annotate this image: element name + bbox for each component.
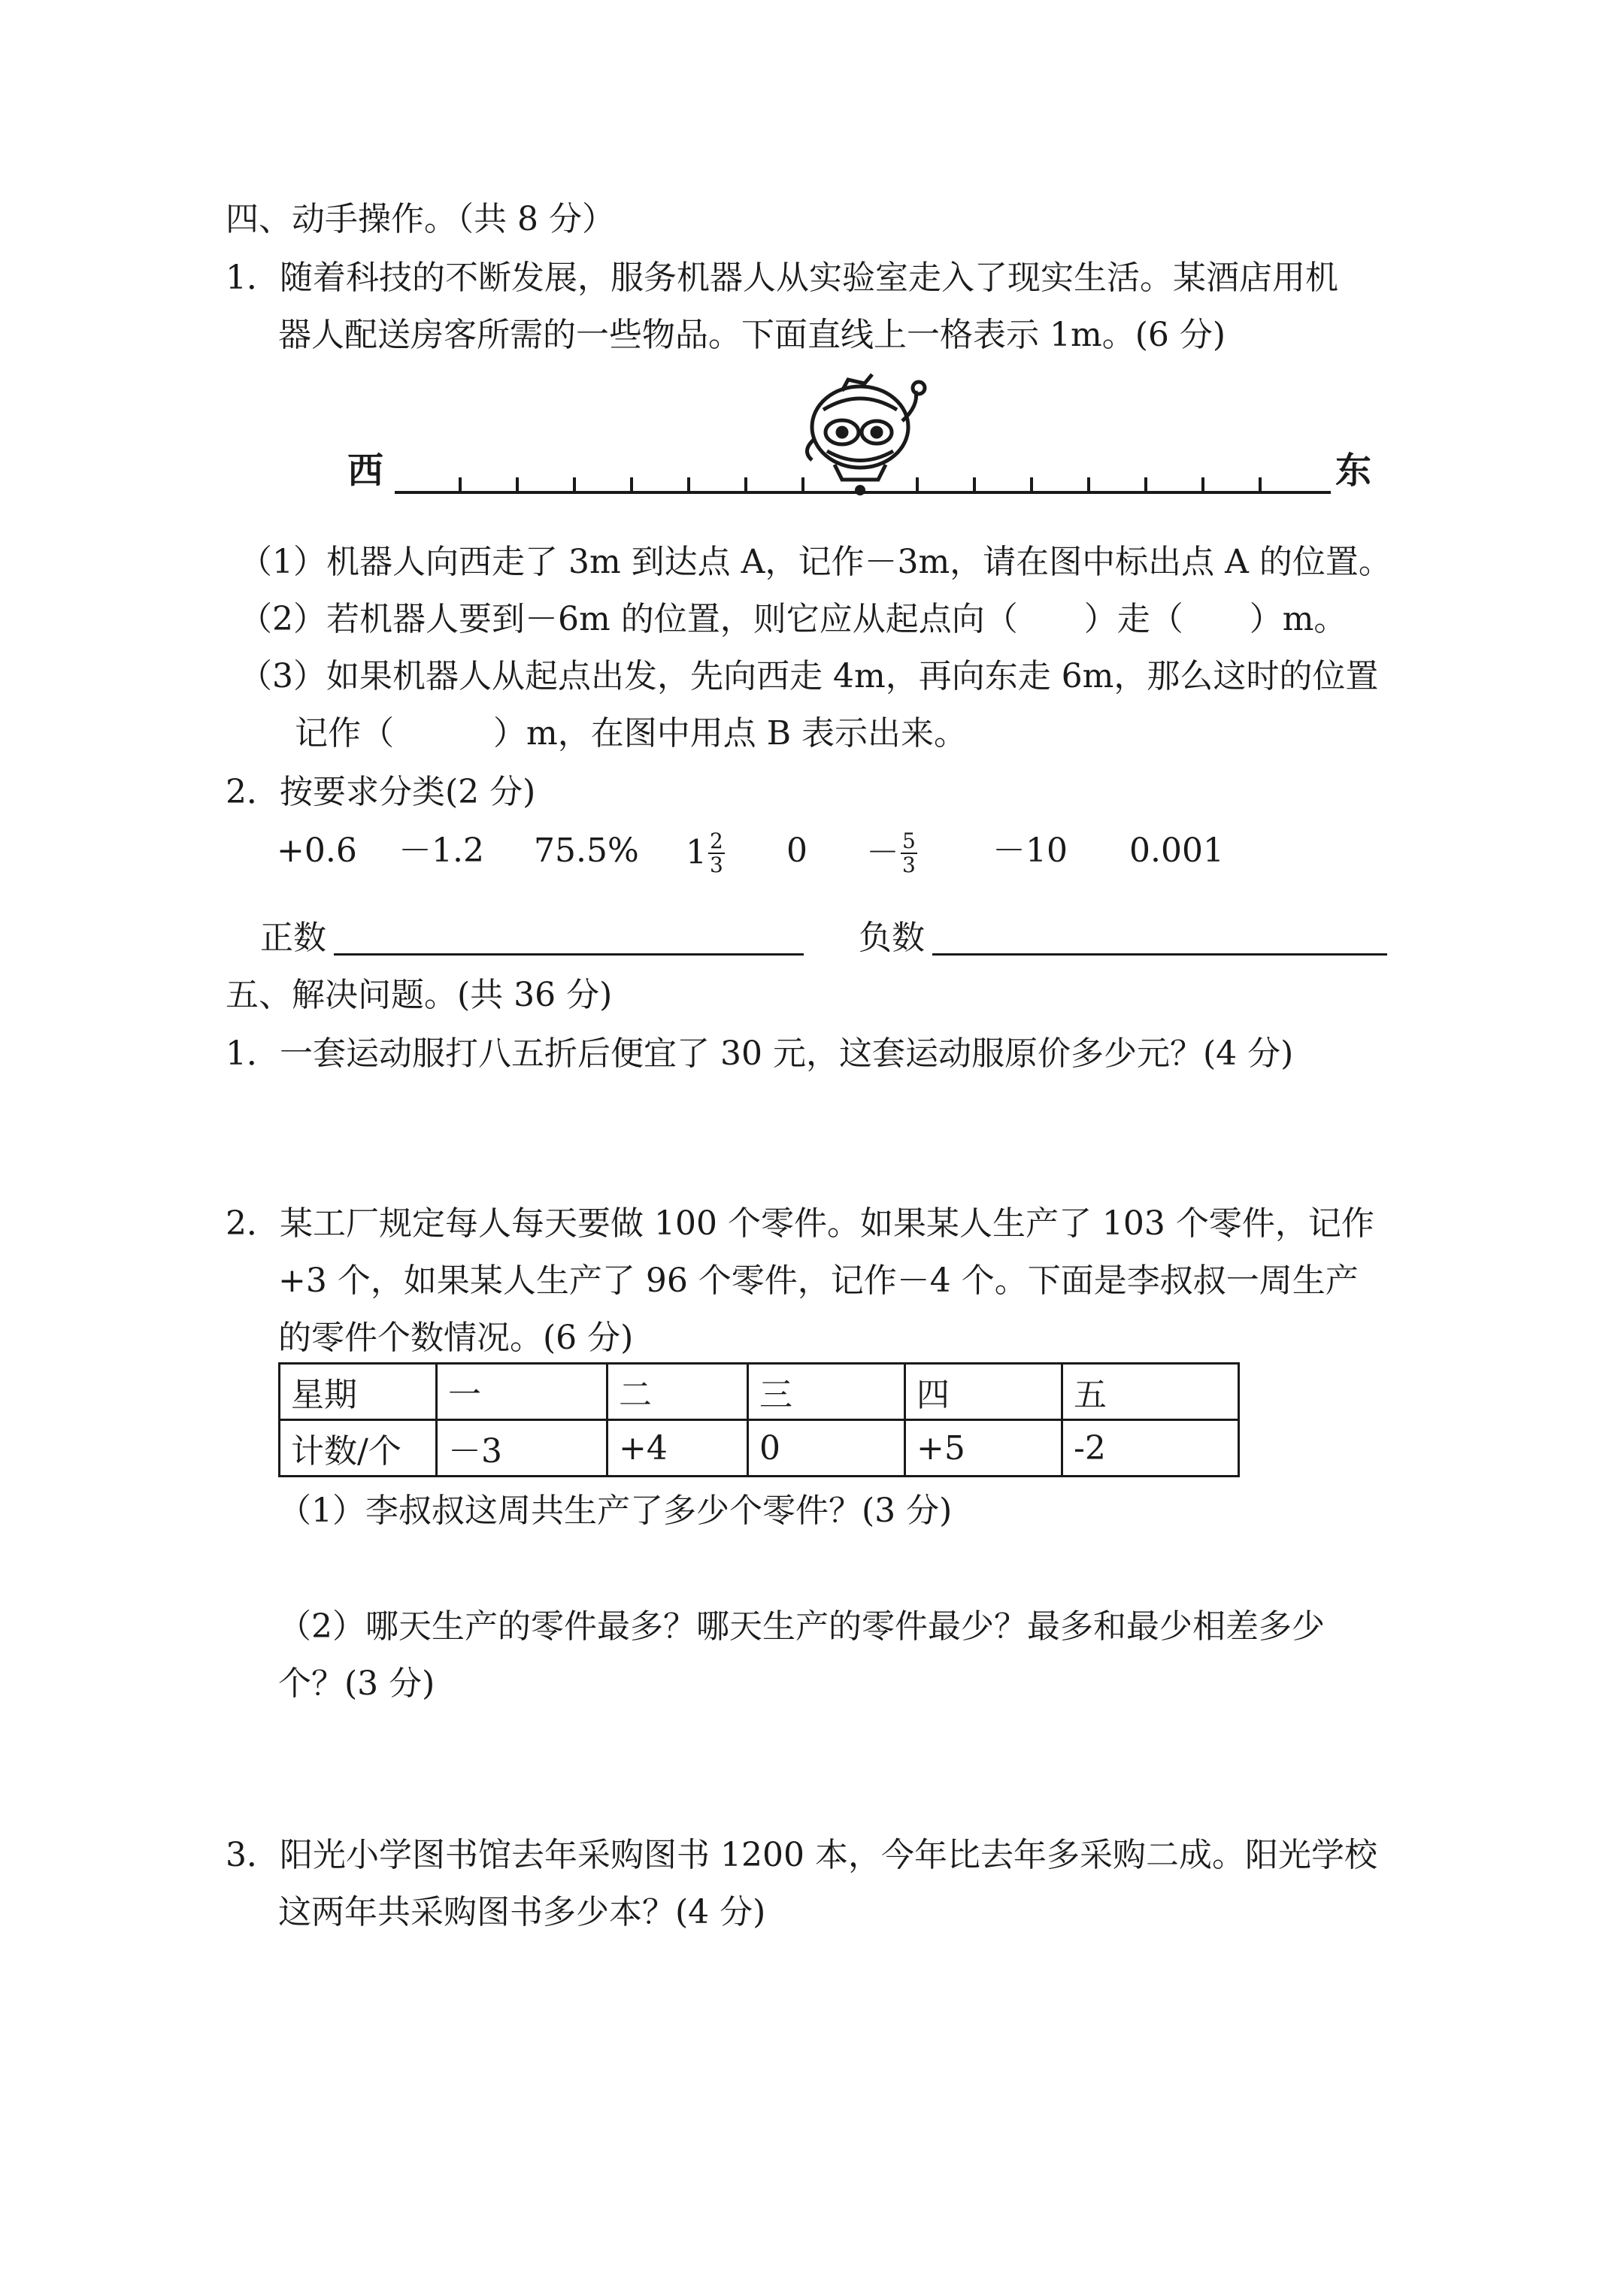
number-percent: 75.5% [534, 831, 639, 870]
fraction-numerator: 5 [902, 828, 916, 853]
s5-q2-sub2-line1: （2）哪天生产的零件最多？哪天生产的零件最少？最多和最少相差多少 [278, 1607, 1325, 1646]
s5-q2-sub2-line2: 个？(3 分) [278, 1664, 435, 1703]
s5-q2-line2: +3 个，如果某人生产了 96 个零件，记作－4 个。下面是李叔叔一周生产 [278, 1262, 1359, 1300]
fraction-numerator: 2 [710, 828, 723, 853]
section-5-title: 五、解决问题。(共 36 分) [226, 976, 613, 1014]
table-row [280, 1420, 1239, 1477]
q1-sub1: （1）机器人向西走了 3m 到达点 A，记作－3m，请在图中标出点 A 的位置。 [239, 543, 1392, 581]
table-header-cell: 三 [748, 1364, 905, 1420]
robot-icon [807, 374, 925, 480]
mixed-fraction-part [708, 830, 725, 877]
negative-fraction-part [901, 830, 917, 877]
table-header-cell: 五 [1062, 1364, 1239, 1420]
q1-text-line2: 器人配送房客所需的一些物品。下面直线上一格表示 1m。(6 分) [278, 316, 1226, 354]
number-negative-1-2: －1.2 [398, 831, 484, 870]
fraction-denominator: 3 [710, 852, 723, 877]
origin-point [855, 485, 865, 495]
s5-q3-line1: 3．阳光小学图书馆去年采购图书 1200 本，今年比去年多采购二成。阳光学校 [226, 1836, 1377, 1874]
number-0-001: 0.001 [1129, 831, 1224, 870]
table-header-cell: 一 [437, 1364, 607, 1420]
table-row [280, 1364, 1239, 1420]
number-negative-10: －10 [992, 831, 1068, 870]
q1-text-line1: 1．随着科技的不断发展，服务机器人从实验室走入了现实生活。某酒店用机 [226, 259, 1338, 297]
s5-q3-line2: 这两年共采购图书多少本？(4 分) [278, 1893, 766, 1931]
s5-q2-line1: 2．某工厂规定每人每天要做 100 个零件。如果某人生产了 103 个零件，记作 [226, 1204, 1374, 1243]
east-label: 东 [1335, 450, 1372, 492]
s5-q1-text: 1．一套运动服打八五折后便宜了 30 元，这套运动服原价多少元？(4 分) [226, 1034, 1294, 1073]
negative-label: 负数 [859, 919, 925, 957]
table-cell: 0 [748, 1420, 905, 1477]
table-header-cell: 二 [607, 1364, 748, 1420]
s5-q2-line3: 的零件个数情况。(6 分) [278, 1319, 634, 1357]
west-label: 西 [347, 450, 384, 492]
table-cell: -2 [1062, 1420, 1239, 1477]
q1-sub3-line1: （3）如果机器人从起点出发，先向西走 4m，再向东走 6m，那么这时的位置 [239, 657, 1379, 695]
table-cell: +4 [607, 1420, 748, 1477]
section-4-title: 四、动手操作。（共 8 分） [226, 200, 615, 238]
table-cell: +5 [905, 1420, 1062, 1477]
number-positive-0-6: +0.6 [277, 831, 357, 870]
q2-title: 2．按要求分类(2 分) [226, 773, 536, 811]
positive-answer-line[interactable] [334, 953, 804, 956]
q1-sub2: （2）若机器人要到－6m 的位置，则它应从起点向（ ）走（ ）m。 [239, 600, 1347, 638]
table-cell: －3 [437, 1420, 607, 1477]
negative-answer-line[interactable] [932, 953, 1387, 956]
table-cell: 计数/个 [280, 1420, 437, 1477]
positive-label: 正数 [260, 919, 326, 957]
q1-sub3-line2: 记作（ ）m，在图中用点 B 表示出来。 [295, 714, 968, 753]
negative-sign: － [866, 833, 899, 872]
table-header-cell: 四 [905, 1364, 1062, 1420]
number-mixed-fraction [686, 819, 725, 885]
mixed-whole: 1 [686, 833, 707, 872]
number-negative-fraction [866, 819, 917, 885]
number-line-figure [0, 0, 1624, 526]
parts-count-table [278, 1362, 1240, 1477]
table-header-cell: 星期 [280, 1364, 437, 1420]
number-zero: 0 [786, 831, 807, 870]
fraction-denominator: 3 [902, 852, 916, 877]
s5-q2-sub1: （1）李叔叔这周共生产了多少个零件？(3 分) [278, 1492, 953, 1530]
